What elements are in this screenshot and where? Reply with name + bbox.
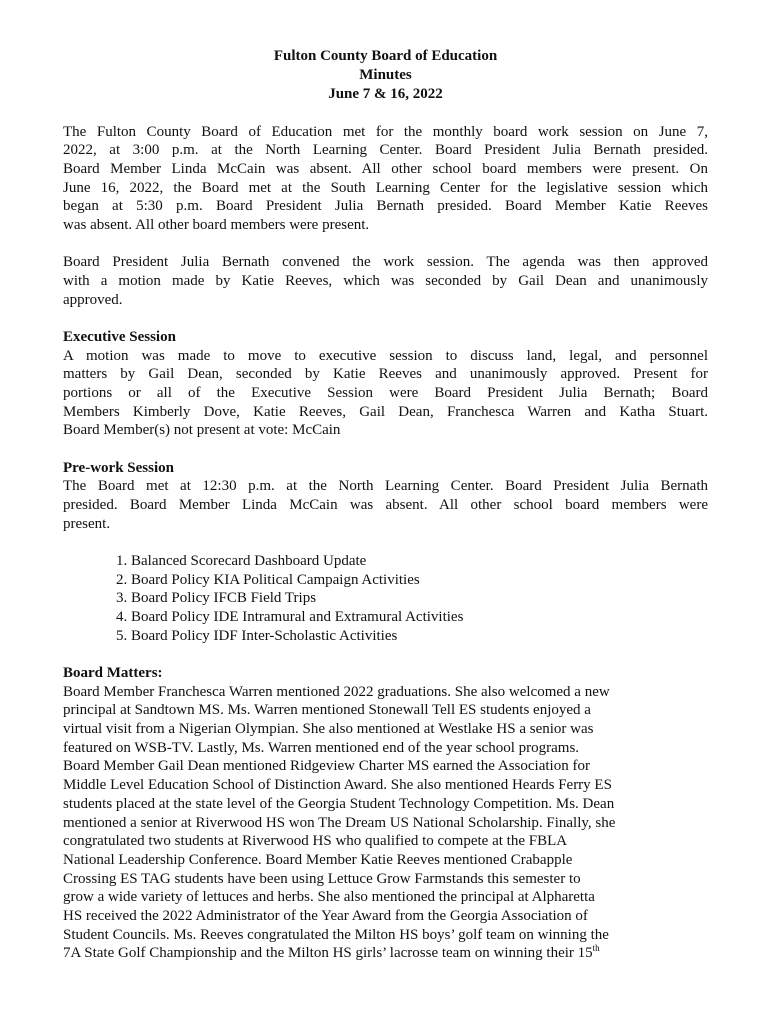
convened-paragraph — [63, 253, 708, 309]
text-line: principal at Sandtown MS. Ms. Warren mentioned Stonewall Tell ES students enjoyed a — [63, 702, 591, 719]
text-line: Board President Julia Bernath convened the work session. The agenda was then approved — [63, 254, 708, 271]
list-item: 5. Board Policy IDF Inter-Scholastic Activities — [131, 627, 708, 646]
prework-session-section — [63, 459, 708, 646]
text-line: Members Kimberly Dove, Katie Reeves, Gail Dean, Franchesca Warren and Katha Stuart. — [63, 403, 708, 420]
text-line: was absent. All other board members were present. — [63, 217, 370, 234]
text-line: Middle Level Education School of Distinction Award. She also mentioned Heards Ferry ES — [63, 777, 612, 794]
executive-session-section — [63, 328, 708, 440]
text-line: The Fulton County Board of Education met for the monthly board work session on June 7, — [63, 123, 708, 140]
text-line: virtual visit from a Nigerian Olympian. She also mentioned at Westlake HS a senior was — [63, 720, 594, 737]
text-line: mentioned a senior at Riverwood HS won The Dream US National Scholarship. Finally, she — [63, 814, 616, 831]
document-title — [63, 47, 708, 104]
text-line: students placed at the state level of the Georgia Student Technology Competition. Ms. Dean — [63, 795, 615, 812]
text-line: National Leadership Conference. Board Member Katie Reeves mentioned Crabapple — [63, 851, 573, 868]
text-line-content: 7A State Golf Championship and the Milton HS girls’ lacrosse team on winning their 15 — [63, 945, 593, 962]
text-line: The Board met at 12:30 p.m. at the North Learning Center. Board President Julia Bernath — [63, 478, 708, 495]
text-line: matters by Gail Dean, seconded by Katie Reeves and unanimously approved. Present for — [63, 366, 708, 383]
list-item: 1. Balanced Scorecard Dashboard Update — [131, 552, 708, 571]
title-date: June 7 & 16, 2022 — [328, 86, 443, 102]
agenda-list — [63, 552, 708, 646]
title-org: Fulton County Board of Education — [273, 48, 498, 64]
section-heading: Pre-work Session — [63, 459, 174, 476]
ordinal-suffix: th — [592, 943, 600, 954]
text-line: with a motion made by Katie Reeves, which was seconded by Gail Dean and unanimously — [63, 272, 708, 289]
text-line: present. — [63, 515, 111, 532]
text-line: Board Member(s) not present at vote: McCain — [63, 422, 341, 439]
text-line: congratulated two students at Riverwood HS who qualified to compete at the FBLA — [63, 833, 568, 850]
text-line: Student Councils. Ms. Reeves congratulated the Milton HS boys’ golf team on winning the — [63, 926, 609, 943]
list-item: 4. Board Policy IDE Intramural and Extramural Activities — [131, 608, 708, 627]
text-line: Crossing ES TAG students have been using Lettuce Grow Farmstands this semester to — [63, 870, 581, 887]
text-line: Board Member Franchesca Warren mentioned 2022 graduations. She also welcomed a new — [63, 683, 610, 700]
text-line: grow a wide variety of lettuces and herbs. She also mentioned the principal at Alpharetta — [63, 889, 595, 906]
list-item: 3. Board Policy IFCB Field Trips — [131, 589, 708, 608]
text-line: approved. — [63, 291, 123, 308]
text-line: presided. Board Member Linda McCain was absent. All other school board members were — [63, 496, 708, 513]
text-line: featured on WSB-TV. Lastly, Ms. Warren mentioned end of the year school programs. — [63, 739, 580, 756]
text-line — [63, 944, 708, 963]
title-minutes: Minutes — [359, 67, 412, 83]
section-heading: Board Matters: — [63, 664, 163, 681]
intro-paragraph — [63, 123, 708, 235]
text-line: A motion was made to move to executive session to discuss land, legal, and personnel — [63, 347, 708, 364]
text-line: Board Member Linda McCain was absent. All other school board members were present. On — [63, 160, 708, 177]
section-heading: Executive Session — [63, 328, 176, 345]
board-matters-section — [63, 664, 708, 963]
text-line: HS received the 2022 Administrator of the Year Award from the Georgia Association of — [63, 908, 588, 925]
text-line: portions or all of the Executive Session were Board President Julia Bernath; Board — [63, 384, 708, 401]
text-line: June 16, 2022, the Board met at the South Learning Center for the legislative session which — [63, 179, 708, 196]
text-line: 2022, at 3:00 p.m. at the North Learning Center. Board President Julia Bernath presided. — [63, 142, 708, 159]
text-line: Board Member Gail Dean mentioned Ridgeview Charter MS earned the Association for — [63, 758, 590, 775]
list-item: 2. Board Policy KIA Political Campaign Activities — [131, 571, 708, 590]
text-line: began at 5:30 p.m. Board President Julia Bernath presided. Board Member Katie Reeves — [63, 198, 708, 215]
document-page — [63, 47, 708, 963]
